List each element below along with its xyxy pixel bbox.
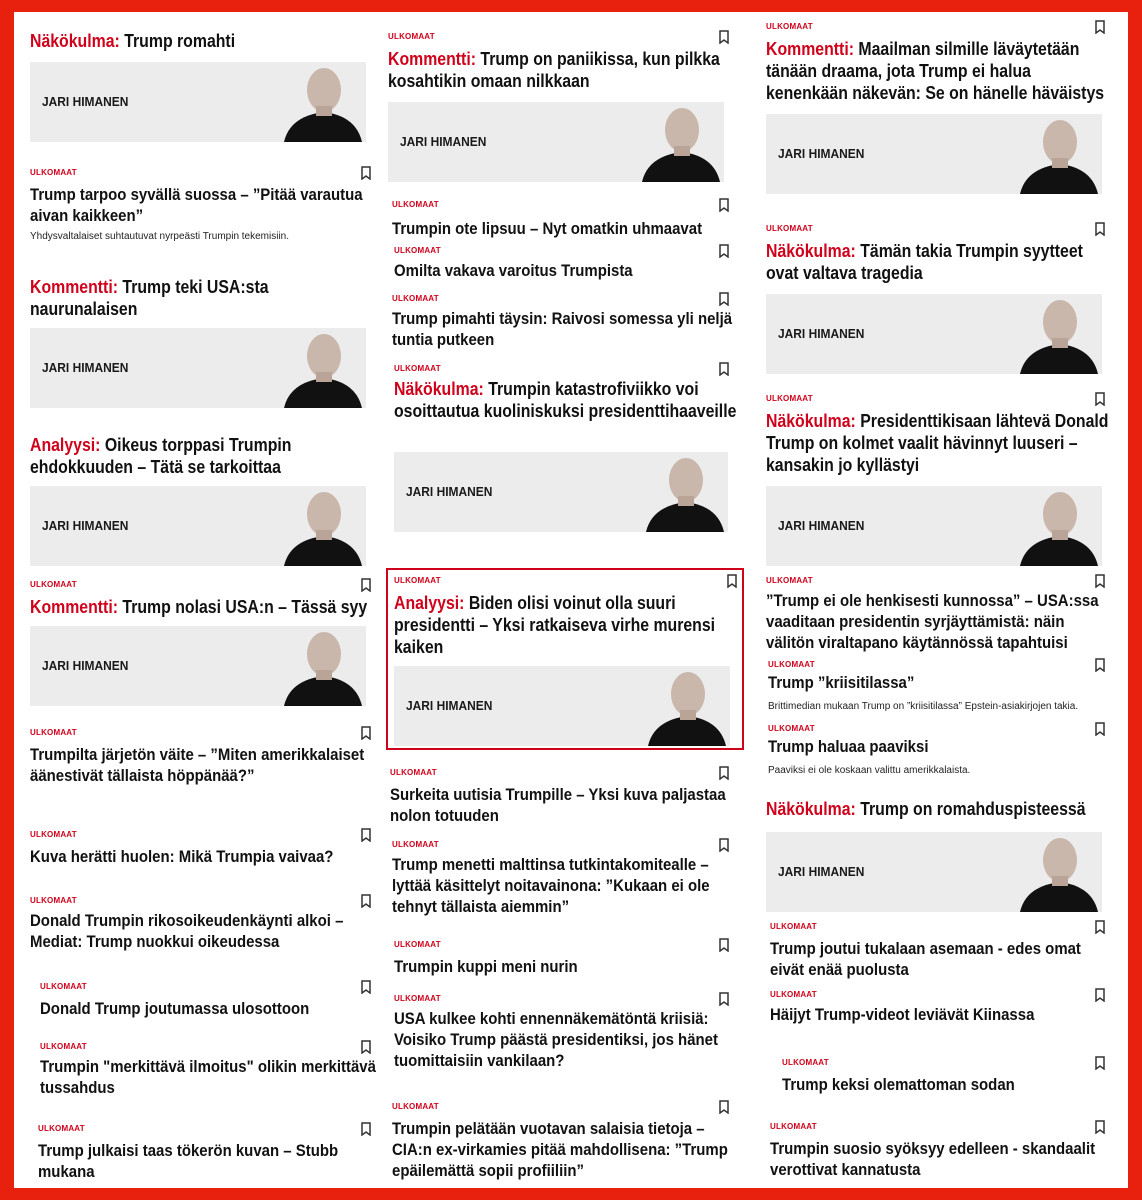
section-tag: ULKOMAAT	[30, 896, 77, 905]
author-box	[766, 294, 1102, 374]
section-tag: ULKOMAAT	[38, 1124, 85, 1133]
article-card[interactable]	[760, 388, 1110, 568]
section-tag: ULKOMAAT	[770, 990, 817, 999]
section-tag: ULKOMAAT	[392, 840, 439, 849]
author-box	[30, 626, 366, 706]
article-card[interactable]	[762, 654, 1110, 716]
headline[interactable]: Trumpin ote lipsuu – Nyt omatkin uhmaavat	[392, 219, 703, 238]
section-tag: ULKOMAAT	[770, 922, 817, 931]
author-name: JARI HIMANEN	[42, 360, 129, 375]
article-card[interactable]	[760, 790, 1110, 920]
lead-text: Paaviksi ei ole koskaan valittu amerikkalaista.	[768, 765, 971, 776]
section-tag: ULKOMAAT	[40, 1042, 87, 1051]
bookmark-icon[interactable]	[360, 1040, 372, 1054]
author-name: JARI HIMANEN	[42, 94, 129, 109]
bookmark-icon[interactable]	[1094, 920, 1106, 934]
author-portrait	[640, 666, 730, 746]
article-card[interactable]	[24, 270, 376, 416]
article-card[interactable]	[34, 1036, 376, 1108]
headline[interactable]: Trump menetti malttinsa tutkintakomitealle – lyttää käsittelyt noitavainona: ”Kukaan ei ole tehnyt tällaista aiemmin”	[392, 855, 710, 916]
article-card[interactable]	[386, 288, 734, 358]
bookmark-icon[interactable]	[360, 166, 372, 180]
section-tag: ULKOMAAT	[388, 32, 435, 41]
section-tag: ULKOMAAT	[390, 768, 437, 777]
headline[interactable]: Analyysi: Oikeus torppasi Trumpin ehdokkuuden – Tätä se tarkoittaa	[30, 435, 292, 477]
headline[interactable]: Trumpilta järjetön väite – ”Miten amerikkalaiset äänestivät tällaista höppänää?”	[30, 745, 365, 785]
article-card[interactable]	[24, 722, 376, 816]
article-card[interactable]	[388, 358, 737, 540]
headline[interactable]: USA kulkee kohti ennennäkemätöntä kriisiä: Voisiko Trump päästä presidentiksi, jos hänet tuomittaisiin vankilaan?	[394, 1009, 718, 1070]
article-card[interactable]	[762, 718, 1110, 778]
article-card[interactable]	[760, 570, 1110, 652]
section-tag: ULKOMAAT	[766, 576, 813, 585]
bookmark-icon[interactable]	[1094, 20, 1106, 34]
article-card[interactable]	[24, 20, 376, 150]
article-card[interactable]	[386, 834, 734, 930]
bookmark-icon[interactable]	[1094, 722, 1106, 736]
article-card[interactable]	[760, 16, 1110, 196]
article-card[interactable]	[24, 890, 376, 964]
article-card[interactable]	[760, 218, 1110, 378]
bookmark-icon[interactable]	[1094, 1120, 1106, 1134]
author-portrait	[276, 486, 366, 566]
author-portrait	[276, 62, 366, 142]
article-card[interactable]	[382, 26, 734, 188]
bookmark-icon[interactable]	[1094, 574, 1106, 588]
author-box	[394, 666, 730, 746]
author-name: JARI HIMANEN	[406, 484, 493, 499]
bookmark-icon[interactable]	[1094, 1056, 1106, 1070]
bookmark-icon[interactable]	[1094, 392, 1106, 406]
article-card[interactable]	[32, 1118, 376, 1188]
headline[interactable]: Näkökulma: Trump romahti	[30, 31, 236, 51]
section-tag: ULKOMAAT	[770, 1122, 817, 1131]
headline[interactable]: Kuva herätti huolen: Mikä Trumpia vaivaa?	[30, 847, 334, 866]
bookmark-icon[interactable]	[718, 1100, 730, 1114]
section-tag: ULKOMAAT	[30, 580, 77, 589]
headline[interactable]: Analyysi: Biden olisi voinut olla suuri presidentti – Yksi ratkaiseva virhe murensi kaiken	[394, 593, 716, 657]
section-tag: ULKOMAAT	[394, 994, 441, 1003]
headline[interactable]: Trump pimahti täysin: Raivosi somessa yli neljä tuntia putkeen	[392, 309, 733, 349]
section-tag: ULKOMAAT	[394, 246, 441, 255]
section-tag: ULKOMAAT	[394, 940, 441, 949]
article-card[interactable]	[24, 574, 376, 708]
article-card-highlighted[interactable]	[388, 570, 742, 748]
bookmark-icon[interactable]	[1094, 222, 1106, 236]
article-card[interactable]	[388, 934, 734, 984]
headline[interactable]: Trump ”kriisitilassa”	[768, 673, 915, 692]
article-card[interactable]	[764, 984, 1110, 1034]
column-2	[382, 12, 737, 1188]
article-card[interactable]	[34, 976, 376, 1028]
headline[interactable]: Trump keksi olemattoman sodan	[782, 1075, 1015, 1094]
author-name: JARI HIMANEN	[778, 518, 865, 533]
section-tag: ULKOMAAT	[768, 724, 815, 733]
section-tag: ULKOMAAT	[394, 364, 441, 373]
headline[interactable]: Näkökulma: Trump on romahduspisteessä	[766, 799, 1086, 819]
bookmark-icon[interactable]	[718, 838, 730, 852]
bookmark-icon[interactable]	[718, 198, 730, 212]
section-tag: ULKOMAAT	[392, 200, 439, 209]
article-card[interactable]	[24, 162, 376, 262]
headline[interactable]: Kommentti: Trump on paniikissa, kun pilkka kosahtikin omaan nilkkaan	[388, 49, 720, 91]
section-tag: ULKOMAAT	[30, 168, 77, 177]
article-card[interactable]	[764, 916, 1110, 982]
bookmark-icon[interactable]	[718, 938, 730, 952]
author-box	[30, 486, 366, 566]
article-card[interactable]	[384, 762, 734, 832]
section-tag: ULKOMAAT	[30, 830, 77, 839]
column-1	[24, 12, 376, 1188]
headline[interactable]: Kommentti: Trump nolasi USA:n – Tässä syy	[30, 597, 368, 617]
article-card[interactable]	[24, 824, 376, 878]
headline[interactable]: Näkökulma: Presidenttikisaan lähtevä Donald Trump on kolmet vaalit hävinnyt luuseri – kansakin jo kyllästyi	[766, 411, 1109, 475]
article-card[interactable]	[776, 1052, 1110, 1100]
author-name: JARI HIMANEN	[778, 146, 865, 161]
bookmark-icon[interactable]	[718, 992, 730, 1006]
author-name: JARI HIMANEN	[400, 134, 487, 149]
section-tag: ULKOMAAT	[40, 982, 87, 991]
author-box	[30, 62, 366, 142]
author-portrait	[638, 452, 728, 532]
headline[interactable]: Trumpin suosio syöksyy edelleen - skandaalit verottivat kannatusta	[770, 1139, 1096, 1179]
headline[interactable]: Näkökulma: Trumpin katastrofiviikko voi osoittautua kuoliniskuksi presidenttihaaveille	[394, 379, 737, 421]
section-tag: ULKOMAAT	[394, 576, 441, 585]
bookmark-icon[interactable]	[718, 362, 730, 376]
author-box	[766, 832, 1102, 912]
headline[interactable]: Trump tarpoo syvällä suossa – ”Pitää varautua aivan kaikkeen”	[30, 185, 363, 225]
headline[interactable]: ”Trump ei ole henkisesti kunnossa” – USA:ssa vaaditaan presidentin syrjäyttämistä: näin välitön viraltapano käytännössä tapahtuisi	[766, 591, 1099, 652]
section-tag: ULKOMAAT	[768, 660, 815, 669]
section-tag: ULKOMAAT	[782, 1058, 829, 1067]
news-collage	[14, 12, 1128, 1188]
author-portrait	[276, 626, 366, 706]
section-tag: ULKOMAAT	[766, 22, 813, 31]
headline[interactable]: Trumpin pelätään vuotavan salaisia tietoja – CIA:n ex-virkamies pitää mahdollisena: ”Trump epäilemättä sopii profiiliin”	[392, 1119, 728, 1180]
bookmark-icon[interactable]	[360, 578, 372, 592]
article-card[interactable]	[386, 1096, 734, 1188]
section-tag: ULKOMAAT	[766, 394, 813, 403]
bookmark-icon[interactable]	[360, 1122, 372, 1136]
headline[interactable]: Trump julkaisi taas tökerön kuvan – Stubb mukana	[38, 1141, 339, 1181]
bookmark-icon[interactable]	[1094, 988, 1106, 1002]
bookmark-icon[interactable]	[718, 766, 730, 780]
headline[interactable]: Kommentti: Trump teki USA:sta naurunalaisen	[30, 277, 269, 319]
author-name: JARI HIMANEN	[778, 864, 865, 879]
author-portrait	[276, 328, 366, 408]
bookmark-icon[interactable]	[360, 828, 372, 842]
bookmark-icon[interactable]	[726, 574, 738, 588]
section-tag: ULKOMAAT	[392, 1102, 439, 1111]
headline[interactable]: Donald Trumpin rikosoikeudenkäynti alkoi – Mediat: Trump nuokkui oikeudessa	[30, 911, 344, 951]
section-tag: ULKOMAAT	[30, 728, 77, 737]
headline[interactable]: Trump joutui tukalaan asemaan - edes omat eivät enää puolusta	[770, 939, 1081, 979]
headline[interactable]: Donald Trump joutumassa ulosottoon	[40, 999, 310, 1018]
headline[interactable]: Häijyt Trump-videot leviävät Kiinassa	[770, 1005, 1035, 1024]
section-tag: ULKOMAAT	[766, 224, 813, 233]
headline[interactable]: Trumpin kuppi meni nurin	[394, 957, 578, 976]
author-name: JARI HIMANEN	[406, 698, 493, 713]
bookmark-icon[interactable]	[718, 292, 730, 306]
headline[interactable]: Näkökulma: Tämän takia Trumpin syytteet ovat valtava tragedia	[766, 241, 1083, 283]
bookmark-icon[interactable]	[360, 726, 372, 740]
author-box	[766, 114, 1102, 194]
author-portrait	[1012, 486, 1102, 566]
bookmark-icon[interactable]	[718, 244, 730, 258]
author-name: JARI HIMANEN	[42, 518, 129, 533]
headline[interactable]: Kommentti: Maailman silmille läväytetään tänään draama, jota Trump ei halua kenenkään näkevän: Se on hänelle häväistys	[766, 39, 1105, 103]
author-portrait	[634, 102, 724, 182]
article-card[interactable]	[386, 194, 734, 240]
section-tag: ULKOMAAT	[392, 294, 439, 303]
bookmark-icon[interactable]	[718, 30, 730, 44]
author-portrait	[1012, 832, 1102, 912]
author-name: JARI HIMANEN	[42, 658, 129, 673]
article-card[interactable]	[24, 428, 376, 574]
author-box	[388, 102, 724, 182]
column-3	[760, 12, 1112, 1188]
author-box	[766, 486, 1102, 566]
article-card[interactable]	[388, 988, 734, 1092]
lead-text: Yhdysvaltalaiset suhtautuvat nyrpeästi Trumpin tekemisiin.	[30, 231, 290, 242]
author-portrait	[1012, 294, 1102, 374]
headline[interactable]: Trump haluaa paaviksi	[768, 737, 929, 756]
author-portrait	[1012, 114, 1102, 194]
author-box	[30, 328, 366, 408]
article-card[interactable]	[764, 1116, 1110, 1188]
lead-text: Brittimedian mukaan Trump on ”kriisitilassa” Epstein-asiakirjojen takia.	[768, 701, 1079, 712]
headline[interactable]: Omilta vakava varoitus Trumpista	[394, 261, 633, 280]
bookmark-icon[interactable]	[360, 894, 372, 908]
article-card[interactable]	[388, 240, 734, 284]
author-name: JARI HIMANEN	[778, 326, 865, 341]
bookmark-icon[interactable]	[360, 980, 372, 994]
author-box	[394, 452, 728, 532]
bookmark-icon[interactable]	[1094, 658, 1106, 672]
headline[interactable]: Surkeita uutisia Trumpille – Yksi kuva paljastaa nolon totuuden	[390, 785, 726, 825]
headline[interactable]: Trumpin "merkittävä ilmoitus" olikin merkittävä tussahdus	[40, 1057, 376, 1097]
